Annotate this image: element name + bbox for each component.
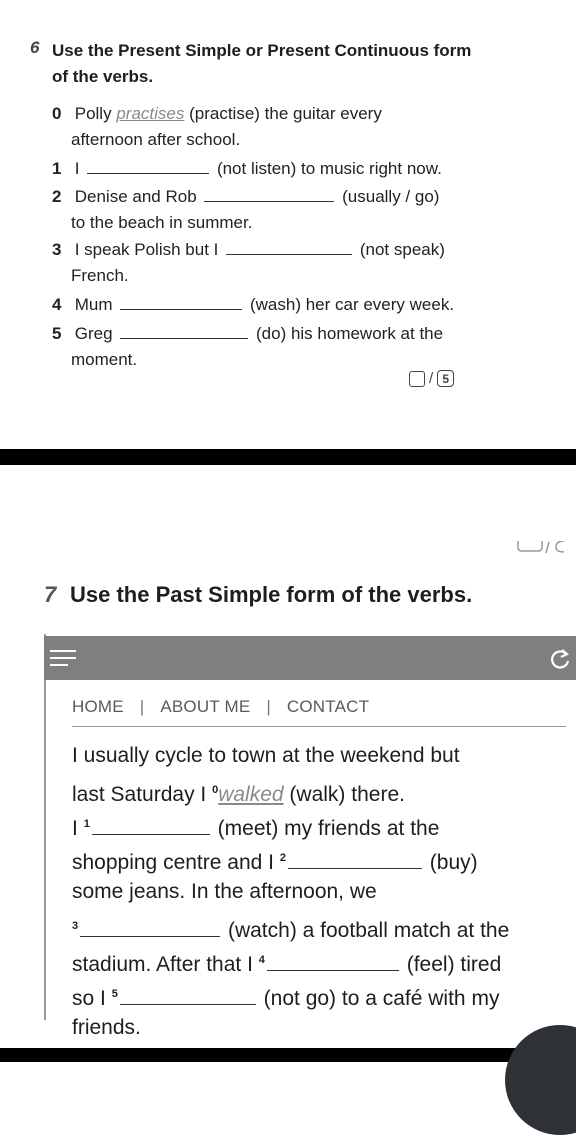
exercise-7-title: Use the Past Simple form of the verbs. bbox=[70, 582, 473, 607]
item-text: (wash) her car every week. bbox=[249, 295, 455, 314]
story-blank-1[interactable] bbox=[92, 812, 210, 835]
gap-number: 2 bbox=[279, 852, 286, 864]
answer-blank-1[interactable] bbox=[87, 156, 209, 174]
floating-action-button[interactable] bbox=[505, 1025, 576, 1135]
exercise-7-number: 7 bbox=[44, 582, 57, 607]
story-line-5: some jeans. In the afternoon, we bbox=[72, 880, 377, 903]
refresh-icon[interactable] bbox=[548, 648, 572, 672]
exercise-6-item-0-continuation: afternoon after school. bbox=[71, 130, 241, 149]
gap-number: 4 bbox=[258, 954, 265, 966]
score-box bbox=[409, 370, 454, 387]
nav-contact-link[interactable]: CONTACT bbox=[286, 697, 370, 716]
answer-blank-5[interactable] bbox=[120, 321, 248, 339]
exercise-6-item-3-continuation: French. bbox=[71, 266, 129, 285]
blog-nav bbox=[72, 697, 369, 717]
story-text: (meet) my friends at the bbox=[217, 817, 440, 840]
item-number: 2 bbox=[52, 187, 62, 206]
item-number: 5 bbox=[52, 324, 62, 343]
story-blank-4[interactable] bbox=[267, 948, 399, 971]
exercise-6-item-3 bbox=[52, 237, 445, 263]
nav-about-link[interactable]: ABOUT ME bbox=[160, 697, 251, 716]
item-number: 4 bbox=[52, 295, 62, 314]
item-text: Polly bbox=[74, 104, 112, 123]
item-text: Denise and Rob bbox=[74, 187, 197, 206]
story-line-9: friends. bbox=[72, 1016, 141, 1039]
gap-number: 0 bbox=[212, 784, 219, 796]
exercise-6-item-0 bbox=[52, 101, 382, 127]
story-text: so I bbox=[72, 987, 106, 1010]
nav-home-link[interactable]: HOME bbox=[72, 697, 124, 716]
gap-number: 3 bbox=[72, 920, 79, 932]
divider-bar bbox=[0, 449, 576, 465]
bottom-bar bbox=[0, 1048, 576, 1062]
gap-number: 1 bbox=[83, 818, 90, 830]
nav-separator: | bbox=[266, 697, 271, 716]
gap-number: 5 bbox=[111, 988, 118, 1000]
example-answer: walked bbox=[218, 783, 284, 806]
item-number: 3 bbox=[52, 240, 62, 259]
item-number: 0 bbox=[52, 104, 62, 123]
exercise-6-item-1 bbox=[52, 156, 442, 182]
story-text: (feel) tired bbox=[406, 953, 502, 976]
story-text: (not go) to a café with my bbox=[263, 987, 500, 1010]
exercise-6-item-4 bbox=[52, 292, 454, 318]
score-total: 5 bbox=[437, 370, 454, 387]
story-text: I bbox=[72, 817, 78, 840]
item-text: I bbox=[74, 159, 80, 178]
exercise-6-item-5-continuation: moment. bbox=[71, 350, 138, 369]
nav-underline bbox=[72, 726, 566, 727]
score-separator: / bbox=[429, 370, 434, 387]
item-text: (not listen) to music right now. bbox=[216, 159, 442, 178]
story-text: last Saturday I bbox=[72, 783, 207, 806]
nav-separator: | bbox=[139, 697, 145, 716]
exercise-6-title: Use the Present Simple or Present Continuous form of the verbs. bbox=[52, 41, 472, 86]
exercise-6-item-5 bbox=[52, 321, 443, 347]
item-text: (practise) the guitar every bbox=[189, 104, 382, 123]
story-blank-2[interactable] bbox=[288, 846, 422, 869]
score-input-box[interactable] bbox=[409, 371, 425, 387]
story-blank-5[interactable] bbox=[120, 982, 256, 1005]
blog-header-bar bbox=[44, 636, 576, 680]
exercise-6-item-2 bbox=[52, 184, 439, 210]
story-text: stadium. After that I bbox=[72, 953, 253, 976]
exercise-6-item-2-continuation: to the beach in summer. bbox=[71, 213, 253, 232]
story-text: shopping centre and I bbox=[72, 851, 274, 874]
hamburger-menu-icon[interactable] bbox=[50, 648, 78, 668]
story-text: (watch) a football match at the bbox=[227, 919, 510, 942]
answer-blank-4[interactable] bbox=[120, 292, 242, 310]
story-line-1: I usually cycle to town at the weekend but bbox=[72, 744, 460, 767]
item-text: (do) his homework at the bbox=[256, 324, 444, 343]
item-text: (usually / go) bbox=[342, 187, 440, 206]
answer-blank-2[interactable] bbox=[204, 184, 334, 202]
answer-blank-3[interactable] bbox=[226, 237, 352, 255]
item-text: I speak Polish but I bbox=[74, 240, 219, 259]
item-text: (not speak) bbox=[359, 240, 445, 259]
story-text: (buy) bbox=[429, 851, 478, 874]
exercise-6-number: 6 bbox=[30, 38, 40, 57]
cropped-score-fragment bbox=[516, 541, 576, 555]
item-text: Greg bbox=[74, 324, 113, 343]
example-answer: practises bbox=[116, 104, 185, 123]
item-number: 1 bbox=[52, 159, 62, 178]
story-text: (walk) there. bbox=[289, 783, 405, 806]
item-text: Mum bbox=[74, 295, 113, 314]
story-blank-3[interactable] bbox=[80, 914, 220, 937]
